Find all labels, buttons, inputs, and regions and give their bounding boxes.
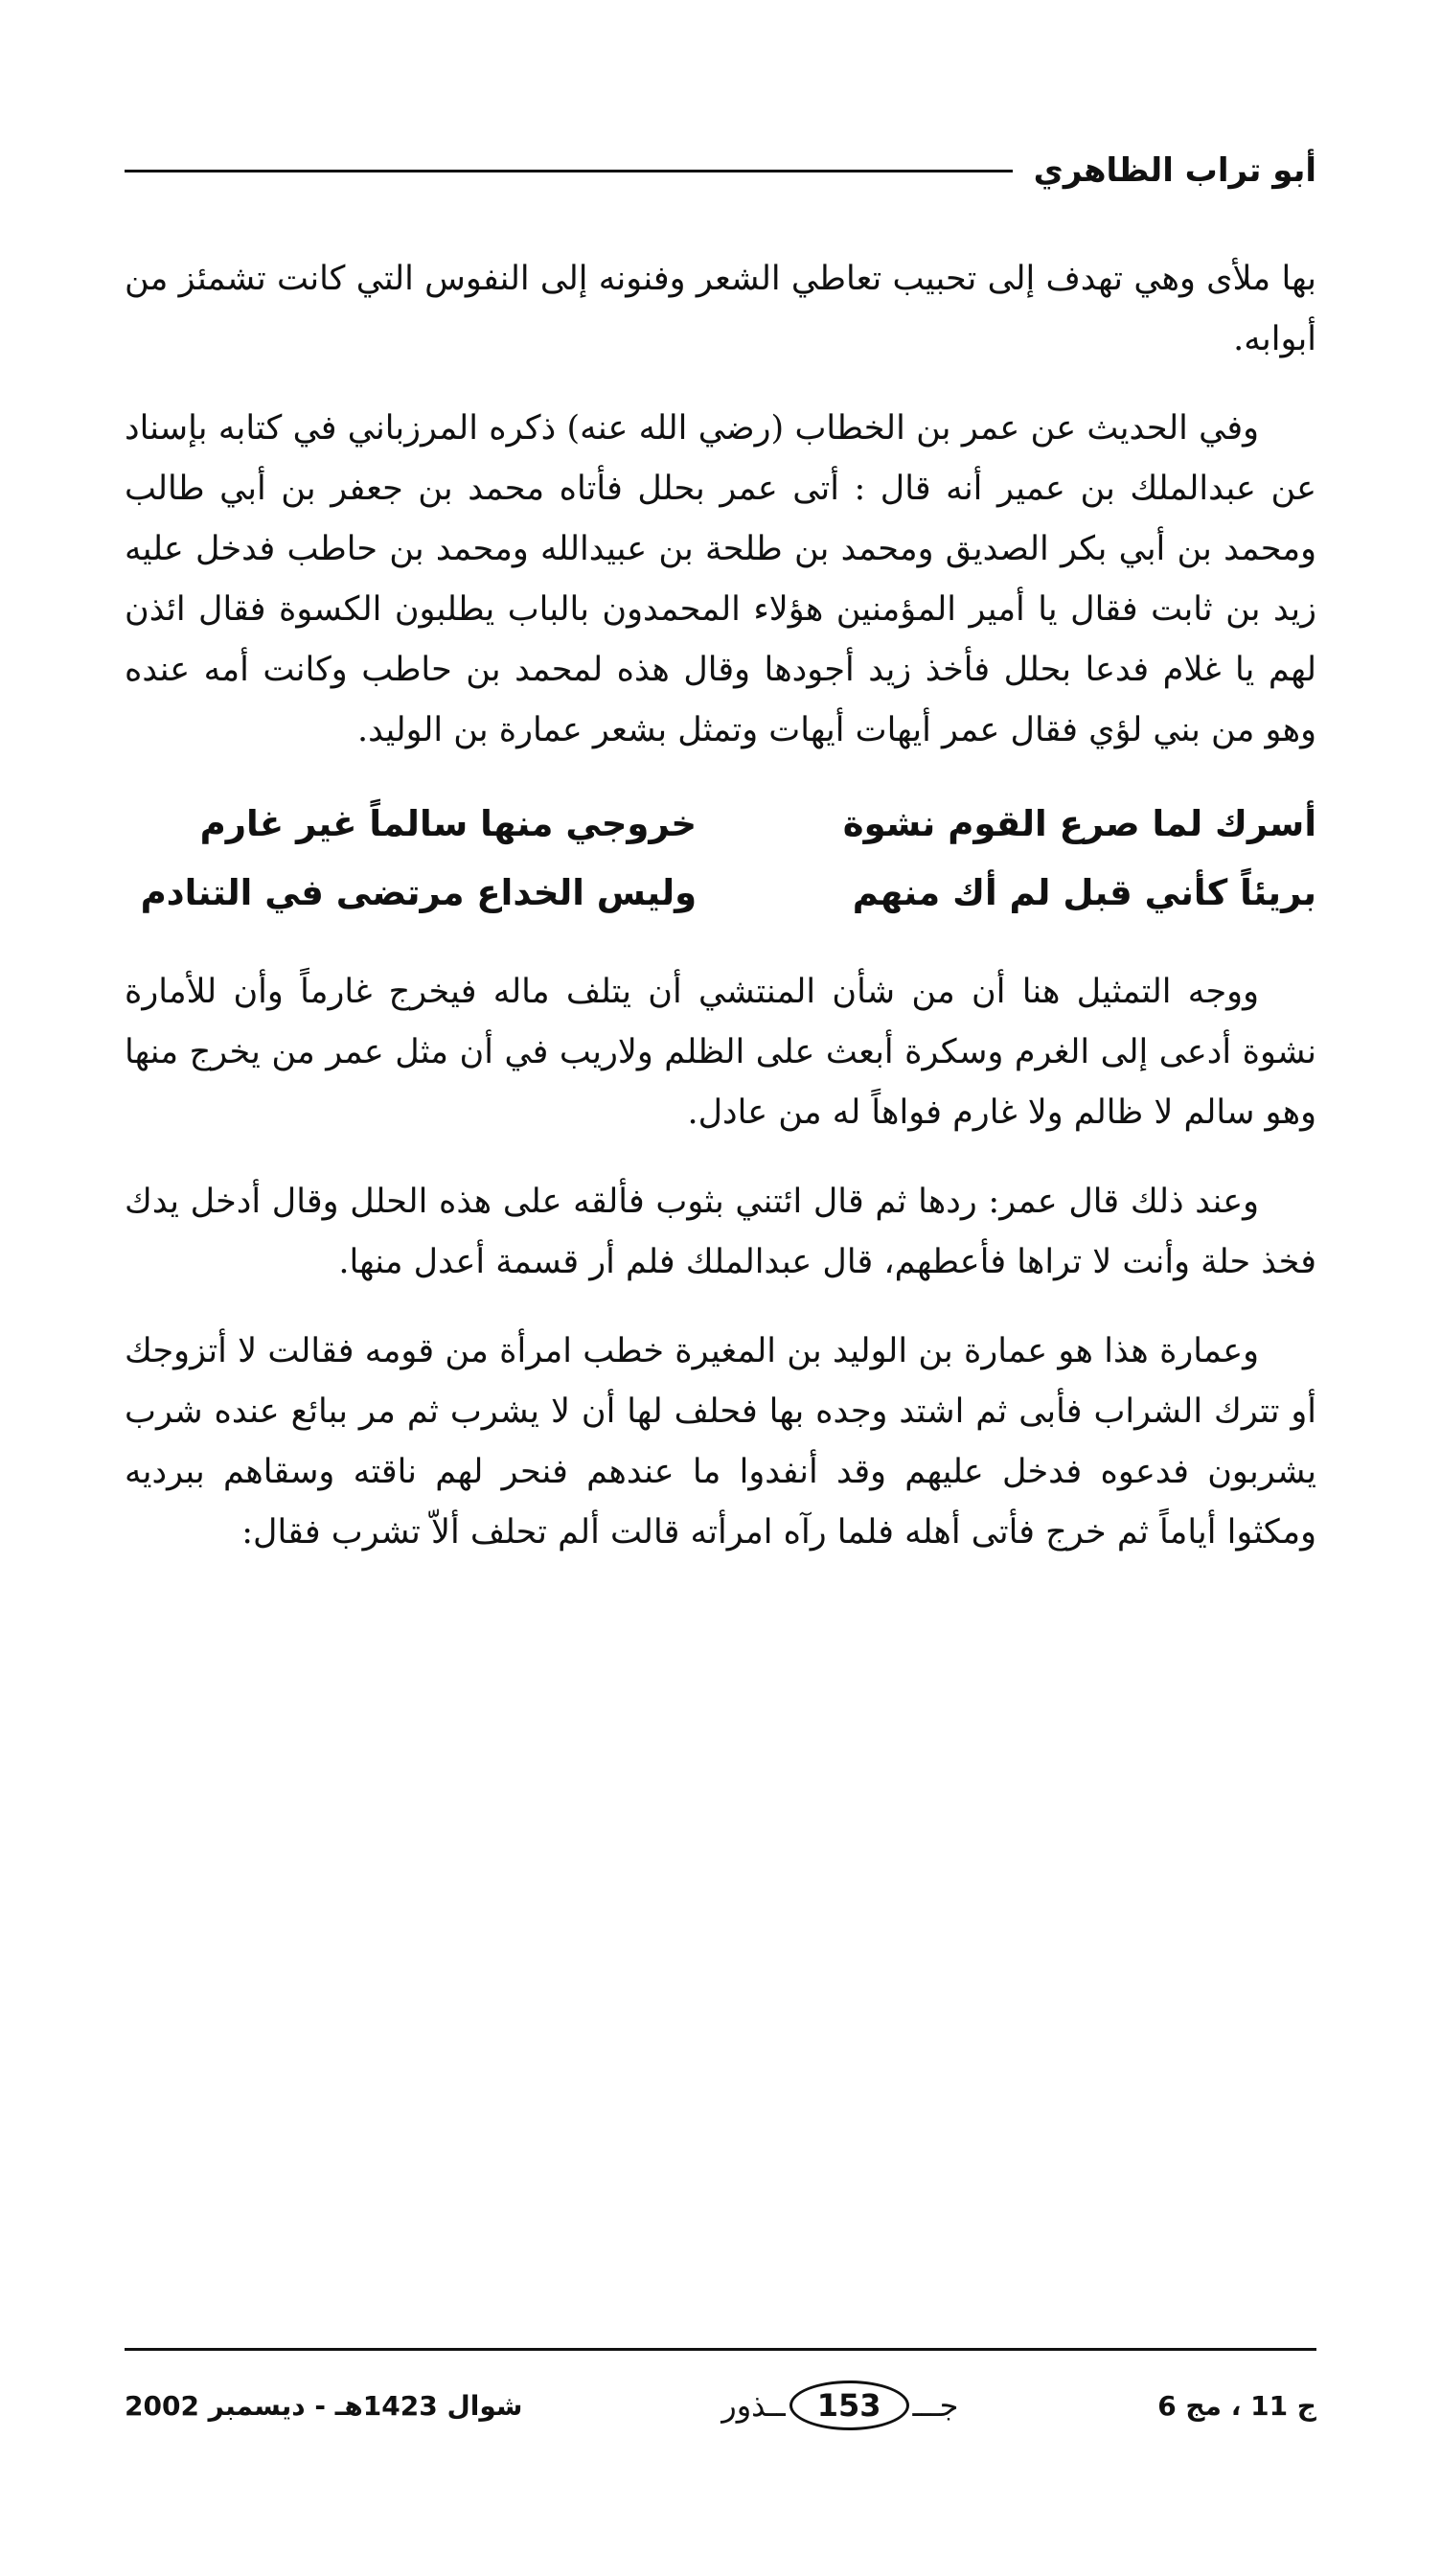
- poem-hemistich-first: بريئاً كأني قبل لم أك منهم: [852, 872, 1316, 913]
- poem-hemistich-first: أسرك لما صرع القوم نشوة: [842, 803, 1316, 844]
- magazine-name-end: ــذور: [721, 2387, 786, 2424]
- paragraph: ووجه التمثيل هنا أن من شأن المنتشي أن يتلف ماله فيخرج غارماً وأن للأمارة نشوة أدعى إلى الغرم وسكرة أبعث على الظلم ولاريب في أن مثل عمر من يخرج منها وهو سالم لا ظالم ولا غارم فواهاً له من عادل.: [125, 973, 1316, 1132]
- page-footer: [125, 2367, 1316, 2444]
- page-number: 153: [789, 2380, 909, 2430]
- header-rule: [125, 170, 1013, 172]
- poem-verse: [125, 790, 1316, 859]
- paragraph: بها ملأى وهي تهدف إلى تحبيب تعاطي الشعر وفنونه إلى النفوس التي كانت تشمئز من أبوابه.: [125, 260, 1316, 358]
- footer-rule: [125, 2348, 1316, 2351]
- paragraph: وفي الحديث عن عمر بن الخطاب (رضي الله عنه) ذكره المرزباني في كتابه بإسناد عن عبدالملك بن عمير أنه قال : أتى عمر بحلل فأتاه محمد بن جعفر بن أبي طالب ومحمد بن أبي بكر الصديق ومحمد بن طلحة بن عبيدالله ومحمد بن حاطب فدخل عليه زيد بن ثابت فقال يا أمير المؤمنين هؤلاء المحمدون بالباب يطلبون الكسوة فقال ائذن لهم يا غلام فدعا بحلل فأخذ زيد أجودها وقال هذه لمحمد بن حاطب وكانت أمه عنده وهو من بني لؤي فقال عمر أيهات أيهات وتمثل بشعر عمارة بن الوليد.: [125, 409, 1316, 749]
- poem-hemistich-second: وليس الخداع مرتضى في التنادم: [140, 872, 698, 913]
- running-header: [125, 142, 1316, 199]
- paragraph: وعمارة هذا هو عمارة بن الوليد بن المغيرة خطب امرأة من قومه فقالت لا أتزوجك أو تترك الشراب فأبى ثم اشتد وجده بها فحلف لها أن لا يشرب ثم مر ببائع عنده شرب يشربون فدعوه فدخل عليهم وقد أنفدوا ما عندهم فنحر لهم ناقته وسقاهم ببرديه ومكثوا أياماً ثم خرج فأتى أهله فلما رآه امرأته قالت ألم تحلف ألاّ تشرب فقال:: [125, 1332, 1316, 1552]
- poem-verse: [125, 859, 1316, 928]
- poem-verses: [125, 790, 1316, 928]
- magazine-name-start: جـــ: [912, 2387, 959, 2424]
- article-body: [125, 249, 1316, 1592]
- running-header-author: أبو تراب الظاهري: [1033, 151, 1316, 190]
- poem-hemistich-second: خروجي منها سالماً غير غارم: [199, 803, 698, 844]
- footer-date: شوال 1423هـ - ديسمبر 2002: [125, 2389, 523, 2422]
- footer-magazine-logo: [721, 2380, 958, 2430]
- footer-volume: ج 11 ، مج 6: [1157, 2389, 1316, 2422]
- paragraph: وعند ذلك قال عمر: ردها ثم قال ائتني بثوب فألقه على هذه الحلل وقال أدخل يدك فخذ حلة وأنت لا تراها فأعطهم، قال عبدالملك فلم أر قسمة أعدل منها.: [125, 1183, 1316, 1281]
